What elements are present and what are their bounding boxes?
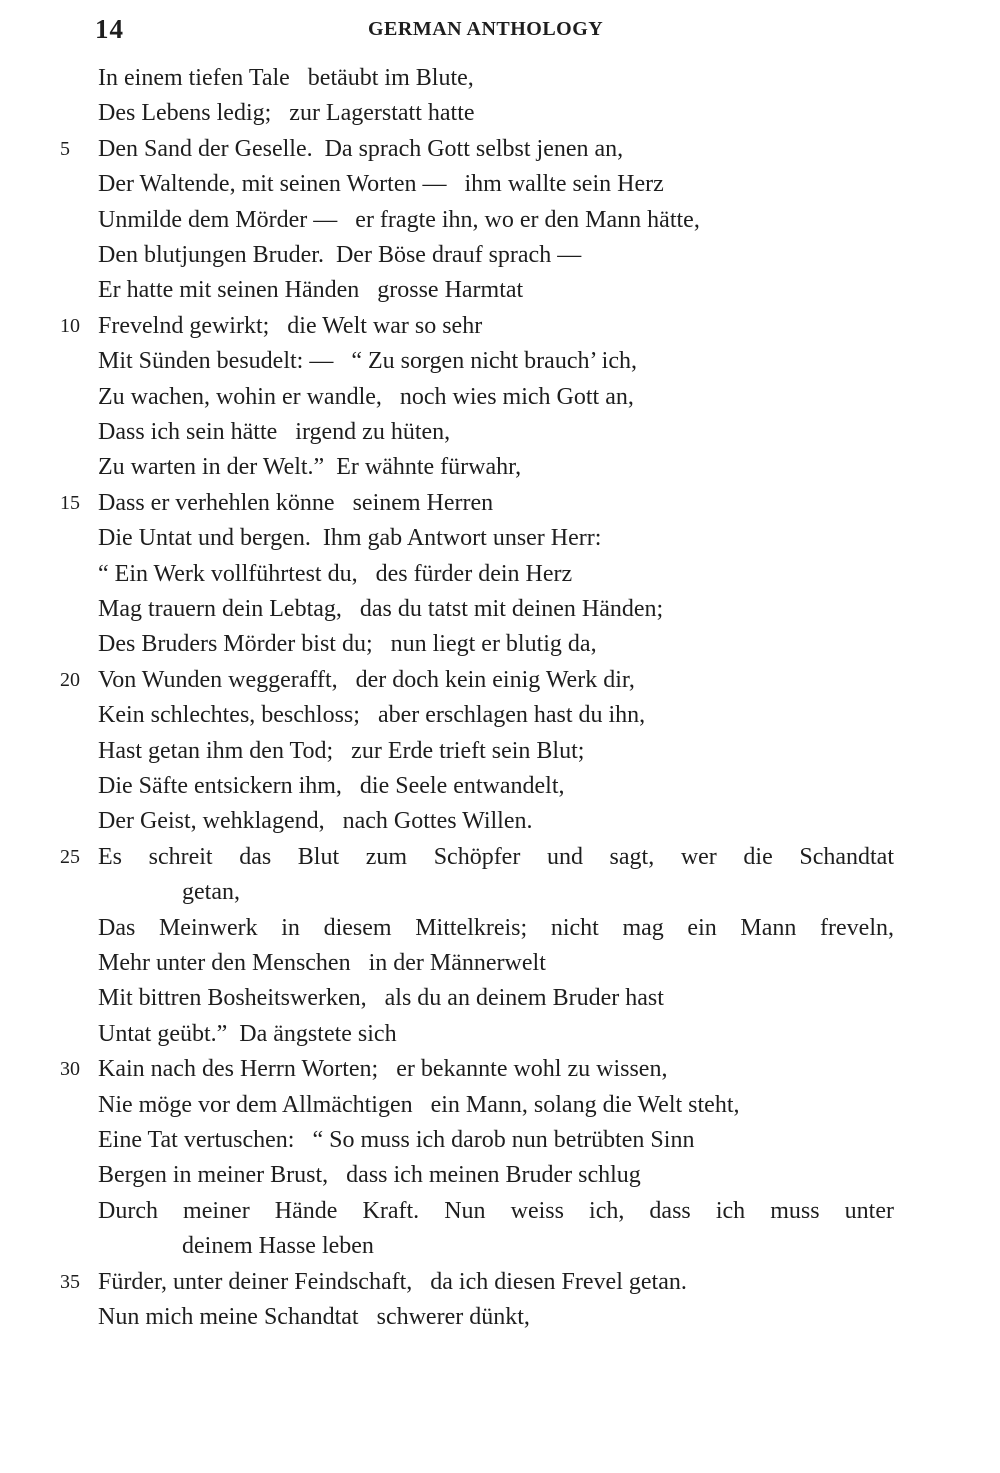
line-number: 35 — [60, 1270, 80, 1293]
poem-line — [0, 1051, 1000, 1087]
poem-line — [0, 166, 1000, 202]
verse-text: Fürder, unter deiner Feindschaft, da ich diesen Frevel getan. — [98, 1268, 687, 1295]
verse-text: Der Geist, wehklagend, nach Gottes Willen. — [98, 808, 533, 835]
poem-line — [0, 485, 1000, 521]
poem-line — [0, 1264, 1000, 1300]
verse-text: Durch meiner Hände Kraft. Nun weiss ich, dass ich muss unter — [98, 1197, 894, 1224]
verse-text: Unmilde dem Mörder — er fragte ihn, wo er den Mann hätte, — [98, 206, 700, 233]
poem-line — [0, 980, 1000, 1016]
verse-text: Mit Sünden besudelt: — “ Zu sorgen nicht brauch’ ich, — [98, 348, 638, 375]
line-number: 25 — [60, 845, 80, 868]
verse-text: Die Säfte entsickern ihm, die Seele entwandelt, — [98, 773, 565, 799]
poem-line — [0, 131, 1000, 167]
poem-line — [0, 1228, 1000, 1264]
verse-text: Den blutjungen Bruder. Der Böse drauf sprach — — [98, 242, 582, 268]
poem-line — [0, 803, 1000, 839]
line-number: 5 — [60, 137, 70, 160]
poem-line — [0, 343, 1000, 379]
poem-line — [0, 520, 1000, 556]
poem-line — [0, 697, 1000, 733]
poem-line — [0, 449, 1000, 485]
poem-line — [0, 733, 1000, 769]
verse-text: Untat geübt.” Da ängstete sich — [98, 1020, 397, 1047]
line-number: 10 — [60, 314, 80, 337]
poem-line — [0, 839, 1000, 875]
poem-line — [0, 237, 1000, 273]
verse-continuation: deinem Hasse leben — [182, 1233, 374, 1260]
verse-text: Kain nach des Herrn Worten; er bekannte wohl zu wissen, — [98, 1056, 668, 1083]
verse-text: Dass ich sein hätte irgend zu hüten, — [98, 419, 451, 445]
verse-text: Die Untat und bergen. Ihm gab Antwort unser Herr: — [98, 525, 602, 552]
line-number: 15 — [60, 491, 80, 514]
verse-text: Mit bittren Bosheitswerken, als du an deinem Bruder hast — [98, 985, 664, 1012]
verse-text: Des Lebens ledig; zur Lagerstatt hatte — [98, 100, 475, 127]
poem-line — [0, 1087, 1000, 1123]
page-number: 14 — [95, 14, 124, 44]
verse-text: Nie möge vor dem Allmächtigen ein Mann, solang die Welt steht, — [98, 1091, 740, 1118]
verse-text: Dass er verhehlen könne seinem Herren — [98, 489, 494, 516]
verse-text: Kein schlechtes, beschloss; aber erschlagen hast du ihn, — [98, 702, 646, 729]
running-head: GERMAN ANTHOLOGY — [368, 18, 604, 40]
verse-text: Des Bruders Mörder bist du; nun liegt er blutig da, — [98, 631, 597, 658]
poem-line — [0, 1299, 1000, 1335]
line-number: 30 — [60, 1058, 80, 1081]
poem-line — [0, 910, 1000, 946]
verse-text: Bergen in meiner Brust, dass ich meinen Bruder schlug — [98, 1162, 641, 1189]
verse-text: Hast getan ihm den Tod; zur Erde trieft sein Blut; — [98, 737, 585, 764]
poem-line — [0, 308, 1000, 344]
poem-line — [0, 95, 1000, 131]
line-number: 20 — [60, 668, 80, 691]
poem-line — [0, 626, 1000, 662]
verse-text: Eine Tat vertuschen: “ So muss ich darob nun betrübten Sinn — [98, 1127, 695, 1153]
verse-text: Von Wunden weggerafft, der doch kein einig Werk dir, — [98, 666, 635, 693]
poem-line — [0, 1193, 1000, 1229]
poem-line — [0, 556, 1000, 592]
verse-text: Es schreit das Blut zum Schöpfer und sagt, wer die Schandtat — [98, 843, 894, 870]
poem-line — [0, 945, 1000, 981]
poem-line — [0, 202, 1000, 238]
poem-line — [0, 1157, 1000, 1193]
poem-line — [0, 1122, 1000, 1158]
verse-text: In einem tiefen Tale betäubt im Blute, — [98, 65, 474, 91]
verse-text: Den Sand der Geselle. Da sprach Gott selbst jenen an, — [98, 135, 624, 162]
poem-line — [0, 379, 1000, 415]
verse-text: Zu warten in der Welt.” Er wähnte fürwahr, — [98, 454, 522, 481]
verse-text: “ Ein Werk vollführtest du, des fürder dein Herz — [98, 560, 573, 587]
poem-line — [0, 414, 1000, 450]
poem-line — [0, 874, 1000, 910]
verse-continuation: getan, — [182, 879, 240, 906]
verse-text: Mehr unter den Menschen in der Männerwelt — [98, 950, 546, 976]
verse-text: Das Meinwerk in diesem Mittelkreis; nicht mag ein Mann freveln, — [98, 914, 894, 941]
poem-line — [0, 272, 1000, 308]
verse-text: Nun mich meine Schandtat schwerer dünkt, — [98, 1304, 530, 1330]
poem-line — [0, 591, 1000, 627]
verse-text: Er hatte mit seinen Händen grosse Harmtat — [98, 277, 524, 304]
poem-line — [0, 662, 1000, 698]
poem-line — [0, 768, 1000, 804]
poem-line — [0, 60, 1000, 96]
verse-text: Frevelnd gewirkt; die Welt war so sehr — [98, 312, 483, 339]
verse-text: Der Waltende, mit seinen Worten — ihm wallte sein Herz — [98, 171, 664, 198]
verse-text: Zu wachen, wohin er wandle, noch wies mich Gott an, — [98, 383, 634, 410]
poem-line — [0, 1016, 1000, 1052]
verse-text: Mag trauern dein Lebtag, das du tatst mit deinen Händen; — [98, 596, 664, 622]
